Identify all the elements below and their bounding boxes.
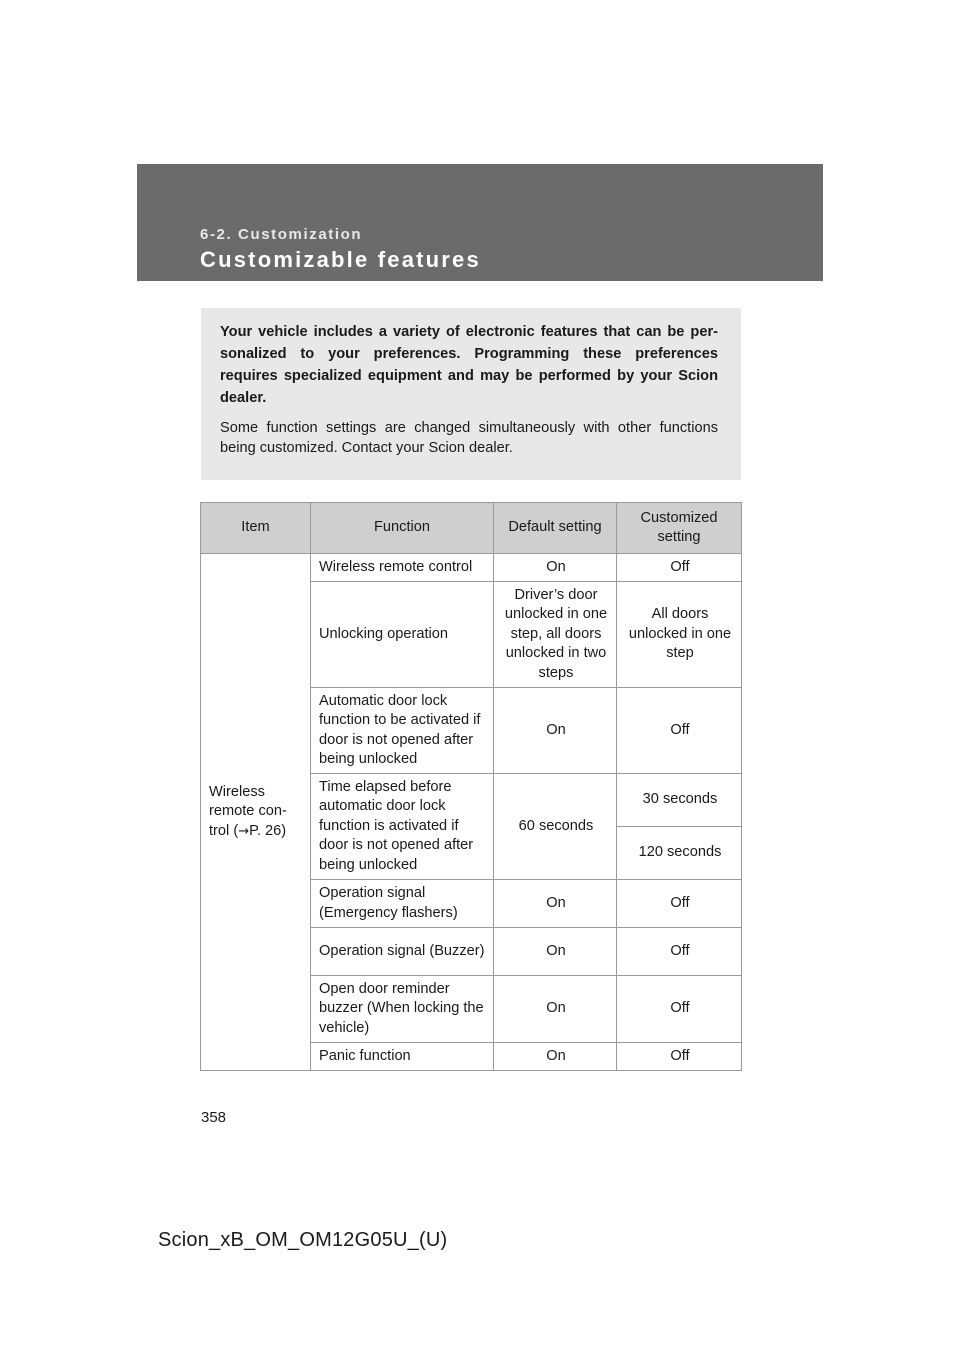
- function-cell: Automatic door lock function to be activated if door is not opened after being unlocked: [311, 688, 494, 774]
- function-cell: Operation signal (Emergency flashers): [311, 880, 494, 928]
- function-cell: Time elapsed before automatic door lock function is activated if door is not opened after being unlocked: [311, 774, 494, 880]
- section-label: 6-2. Customization: [200, 226, 363, 243]
- customized-cell: 30 seconds: [617, 774, 742, 827]
- function-cell: Operation signal (Buzzer): [311, 928, 494, 976]
- item-cell-wireless-remote: [201, 554, 311, 1071]
- intro-normal-text: Some function settings are changed simultaneously with other functions being customized. Contact your Scion dealer.: [220, 420, 718, 456]
- customization-table: [200, 502, 742, 1071]
- item-label: Wireless remote con-trol (: [209, 783, 287, 839]
- default-cell: On: [494, 554, 617, 582]
- document-code: Scion_xB_OM_OM12G05U_(U): [158, 1229, 448, 1251]
- default-cell: 60 seconds: [494, 774, 617, 880]
- function-cell: Open door reminder buzzer (When locking the vehicle): [311, 976, 494, 1043]
- default-cell: On: [494, 928, 617, 976]
- customized-cell: Off: [617, 880, 742, 928]
- intro-box: [201, 308, 741, 480]
- customized-cell: All doors unlocked in one step: [617, 582, 742, 688]
- item-page-ref: P. 26): [249, 822, 287, 839]
- table-header-row: [201, 503, 742, 554]
- arrow-right-icon: →: [238, 823, 250, 839]
- customized-cell: Off: [617, 688, 742, 774]
- customized-cell: Off: [617, 1043, 742, 1071]
- column-header-item: Item: [201, 503, 311, 554]
- customized-cell: Off: [617, 928, 742, 976]
- function-cell: Unlocking operation: [311, 582, 494, 688]
- default-cell: On: [494, 976, 617, 1043]
- default-cell: On: [494, 1043, 617, 1071]
- column-header-default: Default setting: [494, 503, 617, 554]
- table-row: [201, 554, 742, 582]
- intro-bold-text: Your vehicle includes a variety of electronic features that can be per-sonalized to your preferences. Programming these preferences requires specialized equipment and may be performed by your Scion dealer.: [220, 324, 718, 406]
- page-number: 358: [201, 1109, 227, 1126]
- function-cell: Panic function: [311, 1043, 494, 1071]
- customized-cell: 120 seconds: [617, 827, 742, 880]
- default-cell: Driver’s door unlocked in one step, all doors unlocked in two steps: [494, 582, 617, 688]
- default-cell: On: [494, 880, 617, 928]
- customized-cell: Off: [617, 554, 742, 582]
- customized-cell: Off: [617, 976, 742, 1043]
- function-cell: Wireless remote control: [311, 554, 494, 582]
- column-header-function: Function: [311, 503, 494, 554]
- chapter-header-band: [137, 164, 823, 281]
- default-cell: On: [494, 688, 617, 774]
- page-title: Customizable features: [200, 247, 481, 272]
- column-header-customized: Customized setting: [617, 503, 742, 554]
